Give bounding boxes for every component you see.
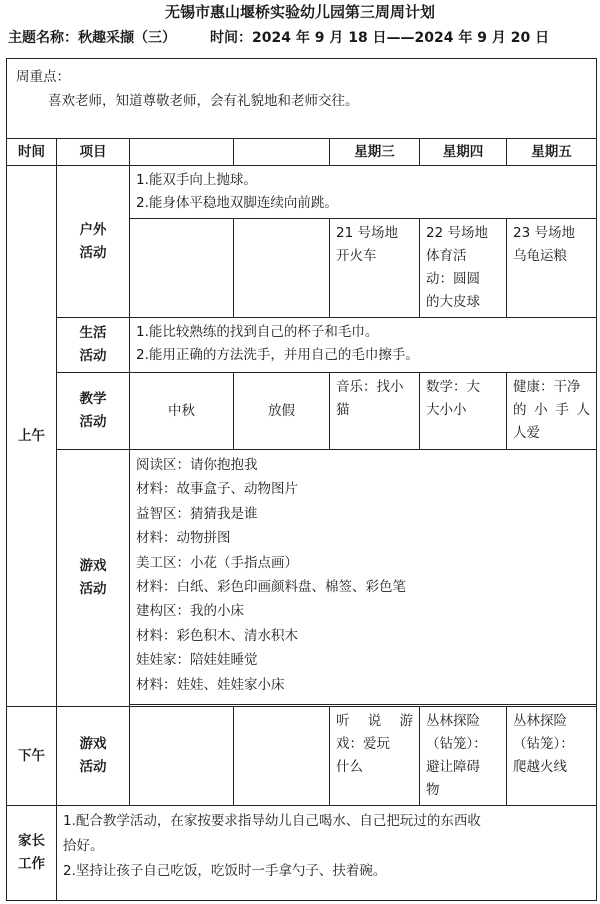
- header-thu: 星期四: [420, 139, 507, 166]
- teaching-mon: 中秋: [130, 373, 234, 450]
- life-goal-2: 2.能用正确的方法洗手，并用自己的毛巾擦手。: [136, 347, 419, 363]
- outdoor-label: 户外 活动: [57, 166, 130, 318]
- list-item: 益智区：猜猜我是谁: [136, 505, 258, 522]
- parents-item-1: 1.配合教学活动，在家按要求指导幼儿自己喝水、自己把玩过的东西收: [63, 813, 481, 829]
- list-item: 材料：娃娃、娃娃家小床: [136, 676, 285, 693]
- weekly-focus-text: 喜欢老师，知道尊敬老师，会有礼貌地和老师交往。: [48, 93, 359, 109]
- list-item: 阅读区：请你抱抱我: [136, 457, 258, 473]
- outdoor-mon: [130, 219, 234, 318]
- outdoor-wed: 21 号场地 开火车: [330, 219, 420, 318]
- plan-subtitle: [8, 28, 549, 48]
- theme-label: 主题名称：秋趣采撷（三）: [8, 30, 176, 46]
- list-item: 材料：白纸、彩色印画颜料盘、棉签、彩色笔: [136, 579, 406, 596]
- header-mon: [130, 139, 234, 166]
- list-item: 材料：故事盒子、动物图片: [136, 481, 298, 498]
- list-item: 建构区：我的小床: [136, 603, 244, 620]
- afternoon-row: [7, 707, 597, 806]
- afternoon-label: 下午: [7, 707, 57, 806]
- afternoon-thu: 丛林探险 （钻笼）： 避让障碍 物: [420, 707, 507, 806]
- outdoor-goal-1: 1.能双手向上抛球。: [136, 172, 257, 188]
- weekly-focus: [7, 59, 597, 139]
- teaching-fri: 健康：干净 的 小 手 人 人爱: [507, 373, 597, 450]
- weekly-plan-table: [6, 58, 597, 901]
- parents-label: 家长 工作: [7, 806, 57, 901]
- time-label: 时间：2024 年 9 月 18 日——2024 年 9 月 20 日: [210, 30, 550, 46]
- life-row: [7, 318, 597, 373]
- header-wed: 星期三: [330, 139, 420, 166]
- teaching-label: 教学 活动: [57, 373, 130, 450]
- header-row: [7, 139, 597, 166]
- afternoon-mon: [130, 707, 234, 806]
- games-row: [7, 450, 597, 705]
- life-goal-1: 1.能比较熟练的找到自己的杯子和毛巾。: [136, 324, 379, 340]
- teaching-thu: 数学：大 大小小: [420, 373, 507, 450]
- parents-row: [7, 806, 597, 901]
- afternoon-tue: [234, 707, 330, 806]
- games-label: 游戏 活动: [57, 450, 130, 707]
- page-title: 无锡市惠山堰桥实验幼儿园第三周周计划: [164, 3, 435, 21]
- list-item: 材料：动物拼图: [136, 530, 231, 547]
- outdoor-goal-2: 2.能身体平稳地双脚连续向前跳。: [136, 195, 338, 211]
- outdoor-fri: 23 号场地 乌龟运粮: [507, 219, 597, 318]
- parents-work: [57, 806, 597, 901]
- afternoon-games-label: 游戏 活动: [57, 707, 130, 806]
- weekly-focus-heading: 周重点：: [16, 69, 70, 85]
- outdoor-tue: [234, 219, 330, 318]
- list-item: 美工区：小花（手指点画）: [136, 554, 298, 571]
- parents-item-1-cont: 拾好。: [63, 838, 104, 854]
- outdoor-goals-row: [7, 166, 597, 219]
- header-item: 项目: [57, 139, 130, 166]
- outdoor-goals: [130, 166, 597, 219]
- morning-label: 上午: [7, 166, 57, 707]
- header-tue: [234, 139, 330, 166]
- teaching-tue: 放假: [234, 373, 330, 450]
- list-item: 娃娃家：陪娃娃睡觉: [136, 652, 258, 669]
- list-item: 材料：彩色积木、清水积木: [136, 627, 298, 644]
- afternoon-fri: 丛林探险 （钻笼）： 爬越火线: [507, 707, 597, 806]
- afternoon-wed: 听 说 游 戏：爱玩 什么: [330, 707, 420, 806]
- life-label: 生活 活动: [57, 318, 130, 373]
- teaching-wed: 音乐：找小 猫: [330, 373, 420, 450]
- header-fri: 星期五: [507, 139, 597, 166]
- header-time: 时间: [7, 139, 57, 166]
- teaching-row: [7, 373, 597, 450]
- outdoor-thu: 22 号场地 体育活 动：圆圆 的大皮球: [420, 219, 507, 318]
- games-areas: [130, 450, 597, 705]
- weekly-focus-row: [7, 59, 597, 139]
- parents-item-2: 2.坚持让孩子自己吃饭，吃饭时一手拿勺子、扶着碗。: [63, 863, 387, 879]
- life-goals: [130, 318, 597, 373]
